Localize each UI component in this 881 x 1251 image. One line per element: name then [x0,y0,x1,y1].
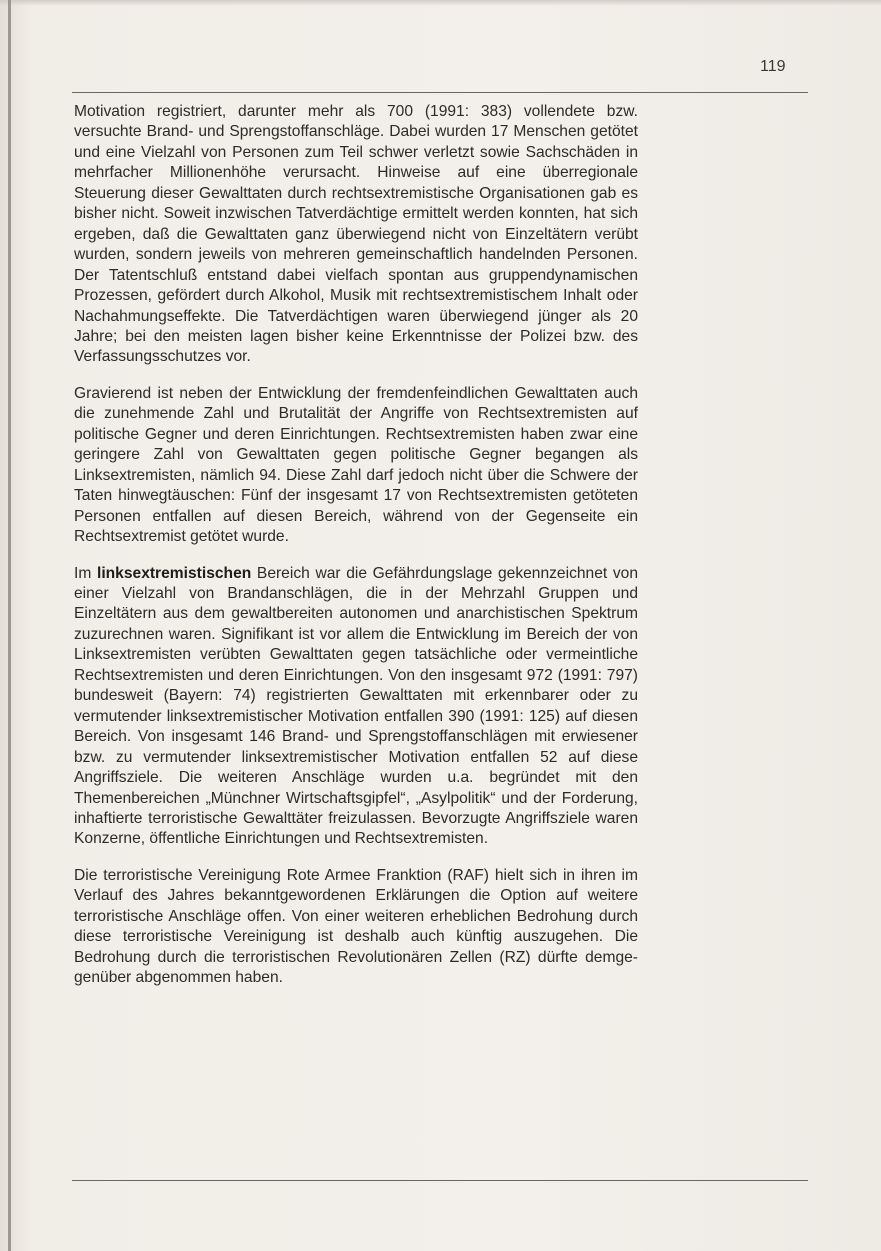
paragraph-4: Die terroristische Vereinigung Rote Armee Franktion (RAF) hielt sich in ihren im Verlauf des Jahres bekanntgewordenen Erklärungen die Option auf weitere terroristische Anschläge offen. Von einer weiteren erheblichen Bedrohung durch diese terroristische Vereinigung ist deshalb auch künftig auszugehen. Die Bedrohung durch die terroristischen Revolutionären Zellen (RZ) dürfte demgegenüber abgenommen haben. [74,866,638,987]
paragraph-3-body: Bereich war die Gefährdungslage gekennzeichnet von einer Vielzahl von Brandanschlägen, die in der Mehrzahl Gruppen und Einzeltätern aus dem gewaltbereiten autonomen und anarchistischen Spektrum zuzurechnen waren. Signifikant ist vor allem die Entwicklung im Bereich der von Linksextremisten verübten Gewalttaten gegen tatsächliche oder vermeintliche Rechtsextremisten und deren Einrichtungen. Von den insgesamt 972 (1991: 797) bundesweit (Bayern: 74) registrierten Gewalttaten mit erkennbarer oder zu vermutender linksextremistischer Motivation entfallen 390 (1991: 125) auf diesen Bereich. Von insgesamt 146 Brand- und Sprengstoffanschlägen mit erwiesener bzw. zu vermutender linksextremistischer Motivation entfallen 52 auf diese Angriffsziele. Die weiteren Anschläge wurden u.a. begründet mit den Themenbereichen „Münchner Wirtschaftsgipfel“, „Asylpolitik“ und der Forderung, inhaftierte terroristische Gewalttäter freizulassen. Bevorzugte Angriffsziele waren Konzerne, öffentliche Einrichtungen und Rechtsextremisten. [74,564,639,848]
page-number: 119 [760,58,786,75]
header-rule [72,92,808,93]
paragraph-3-lead: Im [74,564,97,582]
body-text [74,102,638,989]
paragraph-3-keyword: linksextremistischen [96,564,252,582]
paragraph-2: Gravierend ist neben der Entwicklung der fremdenfeindlichen Gewalttaten auch die zunehmende Zahl und Brutalität der Angriffe von Rechtsextremisten auf politische Gegner und deren Einrichtungen. Rechtsextremisten haben zwar eine geringere Zahl von Gewalttaten gegen politische Gegner begangen als Linksextremisten, nämlich 94. Diese Zahl darf jedoch nicht über die Schwere der Taten hinwegtäuschen: Fünf der insgesamt 17 von Rechtsextremisten getöteten Personen entfallen auf diesen Bereich, während von der Gegenseite ein Rechtsextremist getötet wurde. [74,384,638,546]
binding-edge [8,0,11,1251]
paragraph-1: Motivation registriert, darunter mehr als 700 (1991: 383) vollendete bzw. versuchte Brand- und Sprengstoffanschläge. Dabei wurden 17 Menschen getötet und eine Vielzahl von Personen zum Teil schwer verletzt sowie Sachschäden in mehrfacher Millionenhöhe verursacht. Hinweise auf eine überregionale Steuerung dieser Gewalttaten durch rechtsextremistische Organisationen gab es bisher nicht. Soweit inzwischen Tatverdächtige ermittelt werden konnten, hat sich ergeben, daß die Gewalttaten ganz überwiegend nicht von Einzeltätern verübt wurden, sondern jeweils von mehreren gemeinschaftlich handelnden Personen. Der Tatentschluß entstand dabei vielfach spontan aus gruppendynamischen Prozessen, gefördert durch Alkohol, Musik mit rechtsextremistischem Inhalt oder Nachahmungseffekte. Die Tatverdächtigen waren überwiegend jünger als 20 Jahre; bei den meisten lagen bisher keine Erkenntnisse der Polizei bzw. des Verfassungsschutzes vor. [74,103,638,366]
paragraph-3 [74,564,638,850]
footer-rule [72,1180,808,1181]
page-top-shadow [0,0,881,6]
